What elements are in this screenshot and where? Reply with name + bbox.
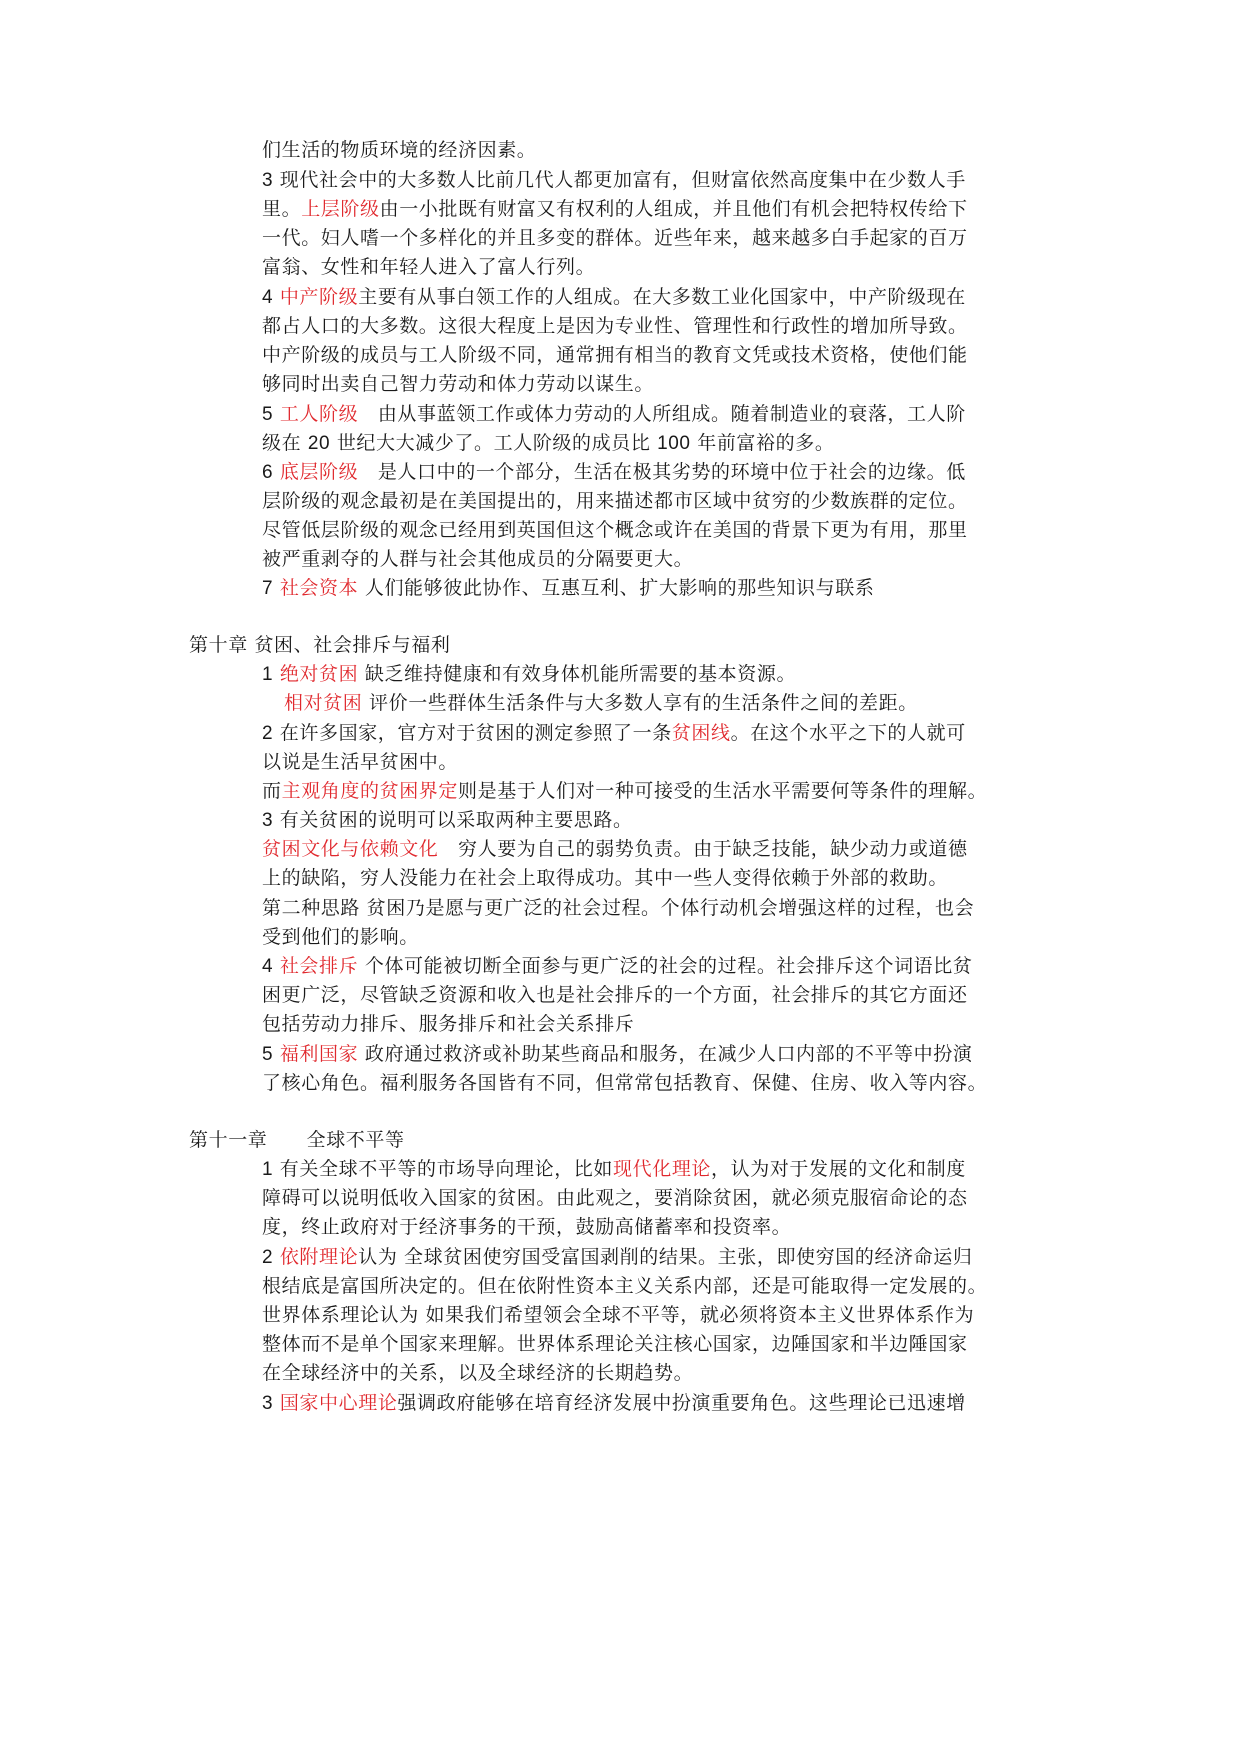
text-line xyxy=(262,1041,972,1067)
text-line xyxy=(262,137,536,163)
text-segment: 里。 xyxy=(262,198,302,220)
text-line xyxy=(262,661,796,687)
text-segment xyxy=(273,1043,280,1065)
item-number: 7 xyxy=(262,578,274,599)
highlighted-term: 中产阶级 xyxy=(279,286,359,308)
highlighted-term: 贫困文化与依赖文化 xyxy=(262,838,439,860)
text-segment xyxy=(273,461,280,483)
text-line xyxy=(262,196,968,222)
text-line xyxy=(262,1156,966,1182)
highlighted-term: 绝对贫困 xyxy=(279,663,359,685)
text-segment: 障碍可以说明低收入国家的贫困。由此观之，要消除贫困，就必须克服宿命论的态 xyxy=(262,1187,968,1209)
item-number: 100 xyxy=(657,433,691,454)
text-segment: 了核心角色。福利服务各国皆有不同，但常常包括教育、保健、住房、收入等内容。 xyxy=(262,1072,988,1094)
highlighted-term: 现代化理论 xyxy=(613,1158,712,1180)
highlighted-term: 社会资本 xyxy=(279,577,359,599)
text-line xyxy=(262,1273,987,1299)
text-line xyxy=(262,225,968,251)
text-segment: 整体而不是单个国家来理解。世界体系理论关注核心国家，边陲国家和半边陲国家 xyxy=(262,1333,968,1355)
text-segment: 受到他们的影响。 xyxy=(262,926,419,948)
text-line xyxy=(262,488,968,514)
text-segment: 有关贫困的说明可以采取两种主要思路。 xyxy=(273,809,633,831)
text-line xyxy=(262,284,966,310)
highlighted-term: 上层阶级 xyxy=(301,198,380,220)
text-segment: 在许多国家，官方对于贫困的测定参照了一条 xyxy=(273,722,672,744)
text-segment: 评价一些群体生活条件与大多数人享有的生活条件之间的差距。 xyxy=(362,692,918,714)
text-segment: 个体可能被切断全面参与更广泛的社会的过程。社会排斥这个词语比贫 xyxy=(358,955,973,977)
text-line xyxy=(262,865,948,891)
text-line xyxy=(262,517,968,543)
text-line xyxy=(262,953,972,979)
text-segment: 人们能够彼此协作、互惠互利、扩大影响的那些知识与联系 xyxy=(358,577,875,599)
text-line xyxy=(262,895,974,921)
item-number: 20 xyxy=(307,433,331,454)
text-line xyxy=(262,167,966,193)
text-line xyxy=(262,1185,968,1211)
text-segment: 而 xyxy=(262,780,282,802)
text-segment: 层阶级的观念最初是在美国提出的，用来描述都市区域中贫穷的少数族群的定位。 xyxy=(262,490,968,512)
highlighted-term: 工人阶级 xyxy=(279,403,359,425)
text-segment: 世界体系理论认为 如果我们希望领会全球不平等，就必须将资本主义世界体系作为 xyxy=(262,1304,975,1326)
item-number: 4 xyxy=(262,287,274,308)
text-segment: 们生活的物质环境的经济因素。 xyxy=(262,139,537,161)
text-segment: 一代。妇人嗜一个多样化的并且多变的群体。近些年来，越来越多白手起家的百万 xyxy=(262,227,968,249)
text-segment: 主要有从事白领工作的人组成。在大多数工业化国家中，中产阶级现在 xyxy=(358,286,966,308)
text-line xyxy=(262,807,633,833)
text-line xyxy=(262,254,595,280)
text-segment: 是人口中的一个部分，生活在极其劣势的环境中位于社会的边缘。低 xyxy=(358,461,966,483)
text-line xyxy=(262,749,458,775)
text-segment: 富翁、女性和年轻人进入了富人行列。 xyxy=(262,256,596,278)
item-number: 3 xyxy=(262,170,274,191)
text-segment xyxy=(273,403,280,425)
chapter-heading xyxy=(189,632,450,658)
text-line xyxy=(262,1331,968,1357)
text-segment: 被严重剥夺的人群与社会其他成员的分隔要更大。 xyxy=(262,548,694,570)
highlighted-term: 主观角度的贫困界定 xyxy=(281,780,459,802)
text-segment: 第十一章 全球不平等 xyxy=(189,1129,405,1151)
text-line xyxy=(262,459,966,485)
text-segment: 政府通过救济或补助某些商品和服务，在减少人口内部的不平等中扮演 xyxy=(358,1043,973,1065)
text-line xyxy=(262,720,966,746)
text-segment: 由从事蓝领工作或体力劳动的人所组成。随着制造业的衰落，工人阶 xyxy=(358,403,966,425)
text-line xyxy=(284,690,918,716)
text-segment: 世纪大大减少了。工人阶级的成员比 xyxy=(330,432,658,454)
text-segment: 包括劳动力排斥、服务排斥和社会关系排斥 xyxy=(262,1013,635,1035)
text-segment: 由一小批既有财富又有权利的人组成，并且他们有机会把特权传给下 xyxy=(379,198,968,220)
text-segment: 现代社会中的大多数人比前几代人都更加富有，但财富依然高度集中在少数人手 xyxy=(273,169,966,191)
item-number: 6 xyxy=(262,462,274,483)
item-number: 3 xyxy=(262,810,274,831)
text-segment: 在全球经济中的关系，以及全球经济的长期趋势。 xyxy=(262,1362,694,1384)
text-segment: 度，终止政府对于经济事务的干预，鼓励高储蓄率和投资率。 xyxy=(262,1216,792,1238)
text-segment: 缺乏维持健康和有效身体机能所需要的基本资源。 xyxy=(358,663,797,685)
text-segment: 认为 全球贫困使穷国受富国剥削的结果。主张，即使穷国的经济命运归 xyxy=(358,1246,973,1268)
text-line xyxy=(262,1390,966,1416)
text-line xyxy=(262,546,693,572)
item-number: 5 xyxy=(262,1044,274,1065)
text-segment: 第十章 贫困、社会排斥与福利 xyxy=(189,634,451,656)
text-segment: 穷人要为自己的弱势负责。由于缺乏技能，缺少动力或道德 xyxy=(438,838,968,860)
text-segment: 年前富裕的多。 xyxy=(690,432,835,454)
text-segment: 都占人口的大多数。这很大程度上是因为专业性、管理性和行政性的增加所导致。 xyxy=(262,315,968,337)
text-line xyxy=(262,1011,634,1037)
text-segment: 级在 xyxy=(262,432,308,454)
item-number: 1 xyxy=(262,1159,274,1180)
text-segment: 上的缺陷，穷人没能力在社会上取得成功。其中一些人变得依赖于外部的救助。 xyxy=(262,867,949,889)
text-line xyxy=(262,575,874,601)
item-number: 4 xyxy=(262,956,274,977)
text-line xyxy=(262,371,654,397)
text-segment: ，认为对于发展的文化和制度 xyxy=(711,1158,966,1180)
text-line xyxy=(262,1214,791,1240)
text-segment: 有关全球不平等的市场导向理论，比如 xyxy=(273,1158,614,1180)
text-segment: 以说是生活早贫困中。 xyxy=(262,751,459,773)
text-segment: 够同时出卖自己智力劳动和体力劳动以谋生。 xyxy=(262,373,655,395)
text-line xyxy=(262,836,968,862)
highlighted-term: 贫困线 xyxy=(671,722,731,744)
text-segment xyxy=(273,955,280,977)
item-number: 3 xyxy=(262,1393,274,1414)
text-segment: 中产阶级的成员与工人阶级不同，通常拥有相当的教育文凭或技术资格，使他们能 xyxy=(262,344,968,366)
item-number: 5 xyxy=(262,404,274,425)
text-line xyxy=(262,1360,693,1386)
chapter-heading xyxy=(189,1127,405,1153)
text-segment: 则是基于人们对一种可接受的生活水平需要何等条件的理解。 xyxy=(458,780,988,802)
text-line xyxy=(262,430,834,456)
text-line xyxy=(262,313,968,339)
text-segment xyxy=(273,1246,280,1268)
text-segment: 尽管低层阶级的观念已经用到英国但这个概念或许在美国的背景下更为有用，那里 xyxy=(262,519,968,541)
text-line xyxy=(262,1070,987,1096)
highlighted-term: 相对贫困 xyxy=(284,692,363,714)
text-segment: 。在这个水平之下的人就可 xyxy=(730,722,966,744)
text-line xyxy=(262,342,968,368)
text-segment: 强调政府能够在培育经济发展中扮演重要角色。这些理论已迅速增 xyxy=(397,1392,966,1414)
highlighted-term: 依附理论 xyxy=(279,1246,359,1268)
highlighted-term: 福利国家 xyxy=(279,1043,359,1065)
text-segment xyxy=(273,1392,280,1414)
item-number: 1 xyxy=(262,664,274,685)
highlighted-term: 国家中心理论 xyxy=(279,1392,398,1414)
text-line xyxy=(262,924,419,950)
highlighted-term: 底层阶级 xyxy=(279,461,359,483)
text-line xyxy=(262,1244,972,1270)
text-segment: 困更广泛，尽管缺乏资源和收入也是社会排斥的一个方面，社会排斥的其它方面还 xyxy=(262,984,968,1006)
highlighted-term: 社会排斥 xyxy=(279,955,359,977)
item-number: 2 xyxy=(262,1247,274,1268)
item-number: 2 xyxy=(262,723,274,744)
text-line xyxy=(262,1302,974,1328)
text-segment xyxy=(273,286,280,308)
text-line xyxy=(262,778,987,804)
text-segment xyxy=(273,577,280,599)
text-line xyxy=(262,982,968,1008)
text-segment xyxy=(273,663,280,685)
text-segment: 根结底是富国所决定的。但在依附性资本主义关系内部，还是可能取得一定发展的。 xyxy=(262,1275,988,1297)
text-line xyxy=(262,401,966,427)
text-segment: 第二种思路 贫困乃是愿与更广泛的社会过程。个体行动机会增强这样的过程，也会 xyxy=(262,897,975,919)
